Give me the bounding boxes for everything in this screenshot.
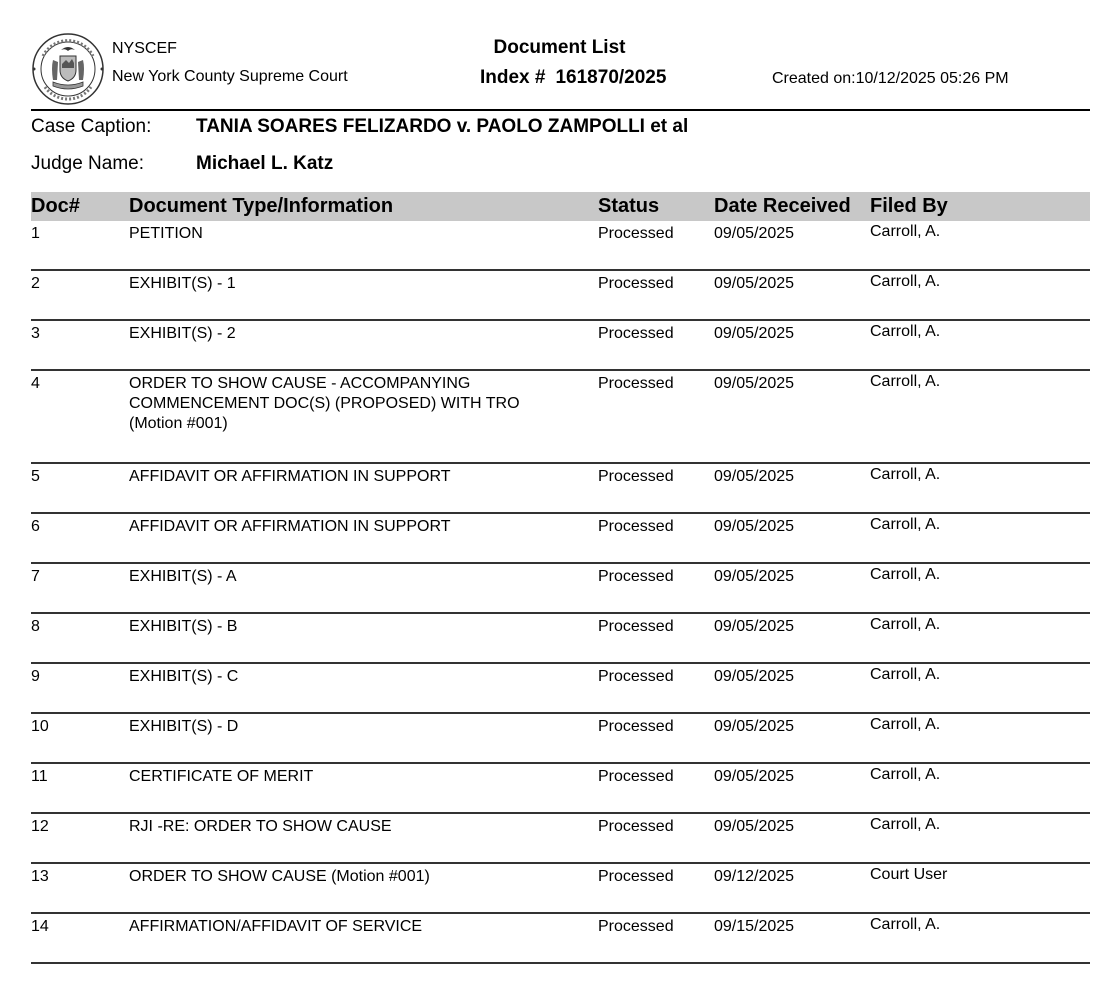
filed-by: Carroll, A. [870, 566, 941, 583]
status: Processed [598, 918, 674, 935]
table-row [31, 714, 1090, 764]
date-received: 09/05/2025 [714, 325, 795, 342]
new-york-state-seal-icon [31, 32, 105, 106]
date-received: 09/05/2025 [714, 618, 795, 635]
case-caption-row [31, 115, 688, 139]
doc-number: 14 [31, 918, 49, 935]
index-line [480, 66, 666, 90]
status: Processed [598, 275, 674, 292]
date-received: 09/05/2025 [714, 375, 795, 392]
date-received: 09/05/2025 [714, 275, 795, 292]
filed-by: Carroll, A. [870, 916, 941, 933]
date-received: 09/05/2025 [714, 768, 795, 785]
filed-by: Carroll, A. [870, 716, 941, 733]
doc-number: 4 [31, 375, 40, 392]
status: Processed [598, 568, 674, 585]
status: Processed [598, 818, 674, 835]
table-row [31, 664, 1090, 714]
document-type-link[interactable]: RJI -RE: ORDER TO SHOW CAUSE [129, 818, 392, 835]
filed-by: Carroll, A. [870, 766, 941, 783]
document-type-link[interactable]: CERTIFICATE OF MERIT [129, 768, 314, 785]
court-name: New York County Supreme Court [112, 68, 348, 85]
created-on-timestamp: Created on:10/12/2025 05:26 PM [772, 70, 1009, 87]
table-row [31, 764, 1090, 814]
document-type-link[interactable]: EXHIBIT(S) - D [129, 718, 239, 735]
document-type-link[interactable]: EXHIBIT(S) - A [129, 568, 237, 585]
doc-number: 11 [31, 768, 48, 785]
table-row [31, 514, 1090, 564]
doc-number: 12 [31, 818, 49, 835]
doc-number: 13 [31, 868, 49, 885]
judge-name-label: Judge Name: [31, 153, 145, 174]
table-row [31, 564, 1090, 614]
status: Processed [598, 325, 674, 342]
document-type-link[interactable]: AFFIDAVIT OR AFFIRMATION IN SUPPORT [129, 468, 451, 485]
filed-by: Carroll, A. [870, 816, 941, 833]
status: Processed [598, 718, 674, 735]
doc-number: 10 [31, 718, 49, 735]
filed-by: Carroll, A. [870, 666, 941, 683]
filed-by: Carroll, A. [870, 373, 941, 390]
document-type-link[interactable]: PETITION [129, 225, 203, 242]
table-row [31, 321, 1090, 371]
document-type-link[interactable]: EXHIBIT(S) - C [129, 668, 239, 685]
date-received: 09/05/2025 [714, 568, 795, 585]
filed-by: Carroll, A. [870, 223, 941, 240]
filed-by: Court User [870, 866, 948, 883]
doc-number: 5 [31, 468, 40, 485]
document-type-link[interactable]: AFFIDAVIT OR AFFIRMATION IN SUPPORT [129, 518, 451, 535]
date-received: 09/05/2025 [714, 225, 795, 242]
doc-number: 6 [31, 518, 40, 535]
table-row [31, 221, 1090, 271]
date-received: 09/05/2025 [714, 818, 795, 835]
header-filed-by: Filed By [870, 195, 948, 217]
index-number: 161870/2025 [555, 67, 667, 88]
filed-by: Carroll, A. [870, 516, 941, 533]
status: Processed [598, 868, 674, 885]
document-type-link[interactable]: ORDER TO SHOW CAUSE - ACCOMPANYING COMMENCEMENT DOC(S) (PROPOSED) WITH TRO (Motion #001) [129, 375, 520, 432]
status: Processed [598, 225, 674, 242]
header-doc-number: Doc# [31, 195, 80, 217]
date-received: 09/05/2025 [714, 668, 795, 685]
index-label: Index # [480, 67, 546, 88]
document-type-link[interactable]: AFFIRMATION/AFFIDAVIT OF SERVICE [129, 918, 423, 935]
document-type-link[interactable]: ORDER TO SHOW CAUSE (Motion #001) [129, 868, 430, 885]
header-document-type: Document Type/Information [129, 195, 394, 217]
status: Processed [598, 768, 674, 785]
doc-number: 3 [31, 325, 40, 342]
site-name: NYSCEF [112, 40, 177, 57]
filed-by: Carroll, A. [870, 273, 941, 290]
date-received: 09/05/2025 [714, 518, 795, 535]
filed-by: Carroll, A. [870, 466, 941, 483]
table-row [31, 864, 1090, 914]
table-row [31, 914, 1090, 964]
document-title: Document List [493, 37, 626, 58]
header-status: Status [598, 195, 660, 217]
doc-number: 2 [31, 275, 40, 292]
judge-name-value: Michael L. Katz [196, 153, 334, 174]
table-header [31, 192, 1090, 221]
table-row [31, 371, 1090, 464]
status: Processed [598, 618, 674, 635]
filed-by: Carroll, A. [870, 323, 941, 340]
date-received: 09/05/2025 [714, 718, 795, 735]
status: Processed [598, 518, 674, 535]
doc-number: 8 [31, 618, 40, 635]
date-received: 09/15/2025 [714, 918, 795, 935]
date-received: 09/12/2025 [714, 868, 795, 885]
doc-number: 1 [31, 225, 40, 242]
doc-number: 9 [31, 668, 40, 685]
date-received: 09/05/2025 [714, 468, 795, 485]
case-caption-label: Case Caption: [31, 116, 152, 137]
table-row [31, 814, 1090, 864]
filed-by: Carroll, A. [870, 616, 941, 633]
status: Processed [598, 468, 674, 485]
doc-number: 7 [31, 568, 40, 585]
document-type-link[interactable]: EXHIBIT(S) - 2 [129, 325, 236, 342]
table-row [31, 464, 1090, 514]
judge-name-row [31, 152, 333, 176]
document-type-link[interactable]: EXHIBIT(S) - 1 [129, 275, 236, 292]
table-row [31, 614, 1090, 664]
status: Processed [598, 375, 674, 392]
case-caption-value: TANIA SOARES FELIZARDO v. PAOLO ZAMPOLLI et al [196, 116, 689, 137]
header-date-received: Date Received [714, 195, 851, 217]
table-row [31, 271, 1090, 321]
status: Processed [598, 668, 674, 685]
header-divider [31, 109, 1090, 111]
document-type-link[interactable]: EXHIBIT(S) - B [129, 618, 238, 635]
